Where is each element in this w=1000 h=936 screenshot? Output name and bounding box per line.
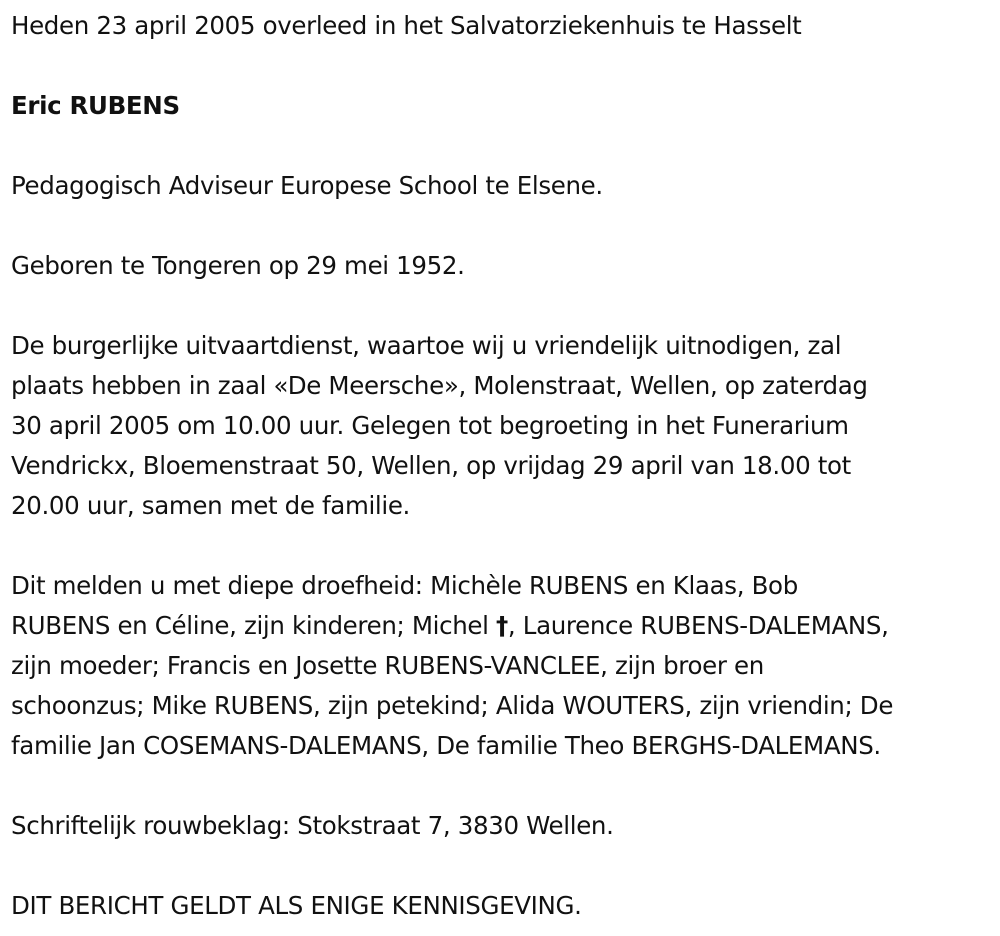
family-line-part: RUBENS en Céline, zijn kinderen; Michel xyxy=(11,611,496,640)
family-paragraph xyxy=(11,566,996,766)
condolence-address: Schriftelijk rouwbeklag: Stokstraat 7, 3830 Wellen. xyxy=(11,811,614,840)
service-line: 30 april 2005 om 10.00 uur. Gelegen tot begroeting in het Funerarium xyxy=(11,411,849,440)
announcement-text: Heden 23 april 2005 overleed in het Salvatorziekenhuis te Hasselt xyxy=(11,11,802,40)
family-line: zijn moeder; Francis en Josette RUBENS-VANCLEE, zijn broer en xyxy=(11,651,764,680)
deceased-name: Eric RUBENS xyxy=(11,91,180,120)
profession-text: Pedagogisch Adviseur Europese School te Elsene. xyxy=(11,171,603,200)
service-line: plaats hebben in zaal «De Meersche», Molenstraat, Wellen, op zaterdag xyxy=(11,371,868,400)
death-notice xyxy=(11,6,996,926)
family-line xyxy=(11,611,889,640)
service-line: Vendrickx, Bloemenstraat 50, Wellen, op vrijdag 29 april van 18.00 tot xyxy=(11,451,851,480)
birth-text: Geboren te Tongeren op 29 mei 1952. xyxy=(11,251,465,280)
family-line-part: , Laurence RUBENS-DALEMANS, xyxy=(507,611,889,640)
cross-icon: † xyxy=(496,611,508,640)
service-paragraph xyxy=(11,326,996,526)
family-line: schoonzus; Mike RUBENS, zijn petekind; Alida WOUTERS, zijn vriendin; De xyxy=(11,691,894,720)
service-line: De burgerlijke uitvaartdienst, waartoe wij u vriendelijk uitnodigen, zal xyxy=(11,331,842,360)
family-line: familie Jan COSEMANS-DALEMANS, De familie Theo BERGHS-DALEMANS. xyxy=(11,731,881,760)
family-line: Dit melden u met diepe droefheid: Michèle RUBENS en Klaas, Bob xyxy=(11,571,798,600)
closing-statement: DIT BERICHT GELDT ALS ENIGE KENNISGEVING. xyxy=(11,891,582,920)
service-line: 20.00 uur, samen met de familie. xyxy=(11,491,410,520)
